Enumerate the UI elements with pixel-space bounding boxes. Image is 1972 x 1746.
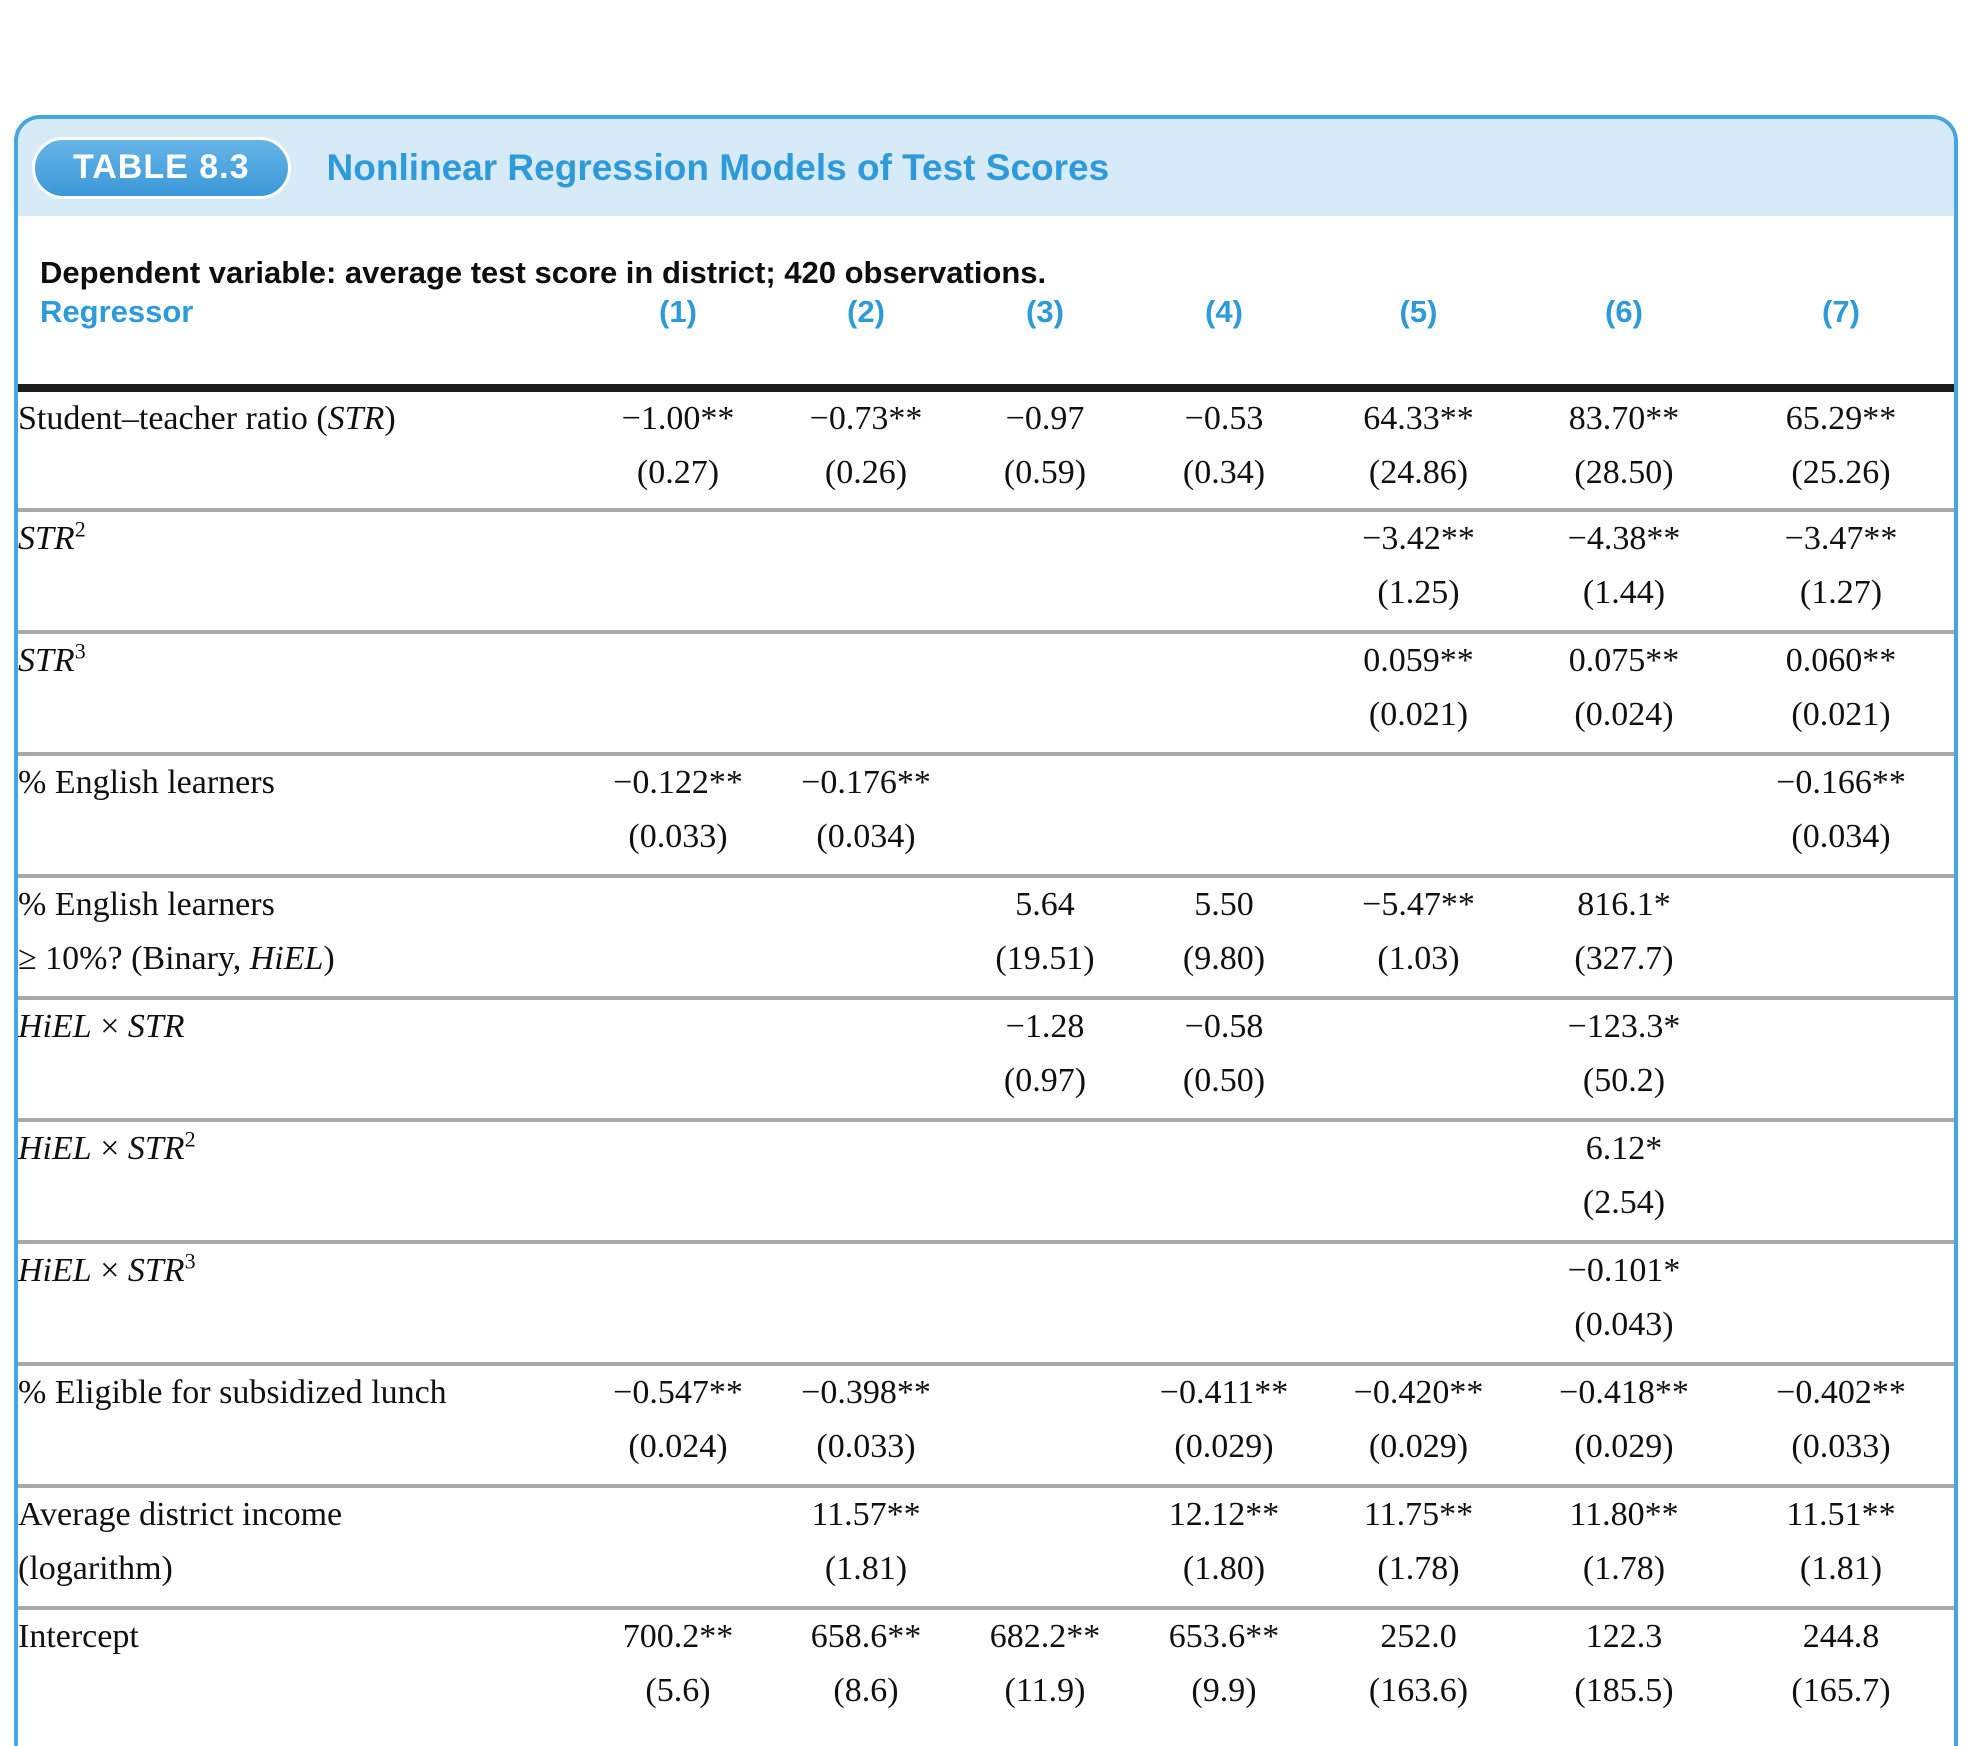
coefficient-value: −0.73** — [809, 400, 923, 437]
regressor-label — [18, 998, 583, 1120]
coefficient-cell — [959, 1242, 1131, 1364]
table-body — [18, 388, 1954, 1718]
standard-error-value: (5.6) — [645, 1672, 711, 1709]
regressor-label — [18, 876, 583, 998]
coefficient-value: −0.53 — [1184, 400, 1264, 437]
coefficient-cell — [1520, 876, 1728, 998]
coefficient-cell — [959, 998, 1131, 1120]
coefficient-value: −0.97 — [1005, 400, 1085, 437]
table-row — [18, 1486, 1954, 1608]
coefficient-value: −1.28 — [1005, 1008, 1085, 1045]
standard-error-value: (1.25) — [1377, 574, 1460, 611]
coefficient-cell — [1520, 1608, 1728, 1718]
standard-error-value: (185.5) — [1574, 1672, 1674, 1709]
standard-error-value: (9.80) — [1182, 940, 1266, 977]
regressor-label — [18, 1486, 583, 1608]
coefficient-cell — [1520, 754, 1728, 876]
coefficient-value: −0.411** — [1159, 1374, 1289, 1411]
regressor-label-line — [18, 878, 583, 932]
label-text: STR — [327, 400, 385, 437]
standard-error-value: (1.44) — [1582, 574, 1666, 611]
coefficient-value: −0.398** — [801, 1374, 931, 1411]
standard-error-value: (1.78) — [1377, 1550, 1460, 1587]
standard-error-value: (0.97) — [1003, 1062, 1087, 1099]
standard-error-value: (0.043) — [1574, 1306, 1674, 1343]
coefficient-cell — [1728, 1364, 1954, 1486]
coefficient-cell — [1131, 1486, 1317, 1608]
label-text: × — [91, 1008, 128, 1045]
label-text: % English learners — [18, 886, 275, 923]
regressor-label-line — [18, 932, 583, 986]
regressor-label-line — [18, 512, 583, 566]
coefficient-value: 0.075** — [1568, 642, 1680, 679]
regressor-label-line — [18, 1122, 583, 1176]
regressor-label — [18, 1364, 583, 1486]
table-row — [18, 388, 1954, 510]
coefficient-cell — [1728, 1242, 1954, 1364]
label-text: × — [91, 1130, 128, 1167]
coefficient-cell — [773, 1120, 959, 1242]
coefficient-cell — [1131, 998, 1317, 1120]
coefficient-cell — [1728, 1608, 1954, 1718]
label-text: HiEL — [249, 940, 324, 977]
standard-error-value: (1.80) — [1182, 1550, 1266, 1587]
standard-error-value: (50.2) — [1582, 1062, 1666, 1099]
coefficient-value: 700.2** — [622, 1618, 734, 1655]
standard-error-value: (0.26) — [824, 454, 908, 491]
table-row — [18, 1608, 1954, 1718]
standard-error-value: (11.9) — [1004, 1672, 1086, 1709]
table-row — [18, 876, 1954, 998]
label-text: 3 — [184, 1248, 196, 1274]
standard-error-value: (8.6) — [833, 1672, 899, 1709]
label-text: STR — [127, 1008, 185, 1045]
coefficient-cell — [773, 510, 959, 632]
standard-error-value: (0.034) — [1791, 818, 1891, 855]
coefficient-cell — [1131, 1242, 1317, 1364]
table-row — [18, 1120, 1954, 1242]
standard-error-value: (25.26) — [1791, 454, 1891, 491]
standard-error-value: (163.6) — [1368, 1672, 1469, 1709]
coefficient-cell — [959, 1364, 1131, 1486]
coefficient-value: 653.6** — [1168, 1618, 1280, 1655]
coefficient-cell — [773, 998, 959, 1120]
column-header-3: (3) — [959, 294, 1131, 388]
coefficient-value: 682.2** — [989, 1618, 1101, 1655]
regressor-label-line — [18, 1000, 583, 1054]
regressor-label-line — [18, 1366, 583, 1420]
table-row — [18, 1364, 1954, 1486]
standard-error-value: (0.021) — [1368, 696, 1469, 733]
regressor-label — [18, 1120, 583, 1242]
table-title: Nonlinear Regression Models of Test Scores — [326, 146, 1110, 188]
label-text: ≥ 10%? (Binary, — [18, 940, 250, 977]
coefficient-cell — [959, 1120, 1131, 1242]
coefficient-cell — [959, 754, 1131, 876]
coefficient-cell — [1317, 1608, 1520, 1718]
coefficient-cell — [1131, 632, 1317, 754]
coefficient-value: −4.38** — [1567, 520, 1681, 557]
coefficient-value: −3.42** — [1362, 520, 1475, 557]
table-card — [14, 115, 1958, 1746]
label-text: STR — [127, 1252, 185, 1289]
standard-error-value: (9.9) — [1191, 1672, 1257, 1709]
regressor-label — [18, 632, 583, 754]
column-header-row — [18, 294, 1954, 388]
coefficient-cell — [773, 1364, 959, 1486]
coefficient-cell — [1520, 1486, 1728, 1608]
table-row — [18, 510, 1954, 632]
coefficient-cell — [1131, 510, 1317, 632]
coefficient-cell — [1317, 388, 1520, 510]
coefficient-value: −5.47** — [1362, 886, 1475, 923]
coefficient-value: 11.80** — [1569, 1496, 1679, 1533]
label-text: HiEL — [18, 1252, 92, 1289]
coefficient-value: 122.3 — [1585, 1618, 1663, 1655]
coefficient-value: −0.420** — [1353, 1374, 1484, 1411]
coefficient-cell — [1520, 510, 1728, 632]
label-text: Intercept — [18, 1618, 139, 1655]
coefficient-cell — [773, 388, 959, 510]
coefficient-value: −0.58 — [1184, 1008, 1264, 1045]
coefficient-value: 11.51** — [1786, 1496, 1896, 1533]
table-row — [18, 632, 1954, 754]
coefficient-cell — [583, 1120, 773, 1242]
table-number-badge — [32, 137, 291, 199]
standard-error-value: (0.033) — [628, 818, 728, 855]
coefficient-cell — [1520, 632, 1728, 754]
coefficient-cell — [1317, 876, 1520, 998]
table-head — [18, 294, 1954, 388]
regressor-label-line — [18, 756, 583, 810]
coefficient-cell — [959, 388, 1131, 510]
label-text: 3 — [74, 638, 86, 664]
label-text: ) — [323, 940, 335, 977]
coefficient-value: 6.12* — [1585, 1130, 1663, 1167]
coefficient-cell — [1520, 1120, 1728, 1242]
coefficient-cell — [773, 1486, 959, 1608]
standard-error-value: (0.024) — [628, 1428, 728, 1465]
label-text: ) — [384, 400, 396, 437]
standard-error-value: (0.029) — [1174, 1428, 1274, 1465]
standard-error-value: (327.7) — [1574, 940, 1674, 977]
coefficient-cell — [1728, 754, 1954, 876]
standard-error-value: (1.81) — [824, 1550, 908, 1587]
coefficient-cell — [959, 876, 1131, 998]
standard-error-value: (1.78) — [1582, 1550, 1666, 1587]
coefficient-value: 5.50 — [1194, 886, 1254, 923]
regressor-label-line — [18, 1488, 583, 1542]
label-text: STR — [127, 1130, 185, 1167]
standard-error-value: (0.021) — [1791, 696, 1891, 733]
regressor-label — [18, 388, 583, 510]
coefficient-cell — [1728, 998, 1954, 1120]
coefficient-cell — [1131, 876, 1317, 998]
coefficient-value: −0.418** — [1559, 1374, 1689, 1411]
coefficient-cell — [1317, 754, 1520, 876]
coefficient-value: −123.3* — [1567, 1008, 1681, 1045]
standard-error-value: (1.03) — [1377, 940, 1460, 977]
table-number-label: TABLE 8.3 — [73, 148, 250, 186]
coefficient-value: −0.402** — [1776, 1374, 1906, 1411]
standard-error-value: (0.50) — [1182, 1062, 1266, 1099]
coefficient-value: −0.166** — [1776, 764, 1906, 801]
coefficient-value: 244.8 — [1802, 1618, 1880, 1655]
coefficient-cell — [1520, 388, 1728, 510]
standard-error-value: (28.50) — [1574, 454, 1674, 491]
regressor-label-line — [18, 392, 583, 446]
coefficient-cell — [1131, 1120, 1317, 1242]
coefficient-value: −0.547** — [613, 1374, 743, 1411]
coefficient-cell — [1728, 632, 1954, 754]
coefficient-cell — [1520, 1242, 1728, 1364]
coefficient-cell — [1317, 632, 1520, 754]
coefficient-cell — [959, 1486, 1131, 1608]
coefficient-cell — [1131, 754, 1317, 876]
coefficient-cell — [773, 1608, 959, 1718]
coefficient-cell — [1317, 1242, 1520, 1364]
column-header-1: (1) — [583, 294, 773, 388]
standard-error-value: (0.59) — [1003, 454, 1087, 491]
regressor-label-line — [18, 1244, 583, 1298]
coefficient-cell — [1728, 1120, 1954, 1242]
coefficient-cell — [1317, 1486, 1520, 1608]
label-text: 2 — [184, 1126, 196, 1152]
coefficient-cell — [1520, 1364, 1728, 1486]
coefficient-value: −3.47** — [1784, 520, 1898, 557]
table-header-band — [18, 119, 1954, 216]
coefficient-value: 658.6** — [810, 1618, 922, 1655]
coefficient-cell — [773, 754, 959, 876]
regressor-label-line — [18, 634, 583, 688]
coefficient-cell — [1317, 1120, 1520, 1242]
label-text: STR — [18, 520, 75, 557]
table-row — [18, 754, 1954, 876]
standard-error-value: (0.024) — [1574, 696, 1674, 733]
coefficient-cell — [583, 632, 773, 754]
label-text: % English learners — [18, 764, 275, 801]
coefficient-cell — [1728, 510, 1954, 632]
regressor-label — [18, 1608, 583, 1718]
coefficient-cell — [959, 510, 1131, 632]
standard-error-value: (1.27) — [1799, 574, 1883, 611]
coefficient-cell — [1131, 1608, 1317, 1718]
coefficient-cell — [773, 632, 959, 754]
coefficient-cell — [583, 510, 773, 632]
regression-table — [18, 294, 1954, 1718]
standard-error-value: (24.86) — [1368, 454, 1469, 491]
label-text: HiEL — [18, 1130, 92, 1167]
coefficient-value: 0.059** — [1363, 642, 1474, 679]
standard-error-value: (0.034) — [816, 818, 916, 855]
coefficient-cell — [773, 876, 959, 998]
regressor-label — [18, 1242, 583, 1364]
regressor-label — [18, 510, 583, 632]
column-header-5: (5) — [1317, 294, 1520, 388]
coefficient-cell — [1317, 1364, 1520, 1486]
standard-error-value: (1.81) — [1799, 1550, 1883, 1587]
coefficient-cell — [1520, 998, 1728, 1120]
label-text: STR — [18, 642, 75, 679]
coefficient-value: 64.33** — [1363, 400, 1474, 437]
standard-error-value: (2.54) — [1582, 1184, 1666, 1221]
coefficient-cell — [583, 1242, 773, 1364]
standard-error-value: (19.51) — [995, 940, 1095, 977]
coefficient-value: −1.00** — [621, 400, 735, 437]
regressor-label — [18, 754, 583, 876]
column-header-7: (7) — [1728, 294, 1954, 388]
coefficient-value: 252.0 — [1380, 1618, 1457, 1655]
standard-error-value: (0.27) — [636, 454, 720, 491]
standard-error-value: (0.029) — [1368, 1428, 1469, 1465]
standard-error-value: (0.033) — [816, 1428, 916, 1465]
coefficient-cell — [1131, 388, 1317, 510]
coefficient-cell — [1317, 510, 1520, 632]
coefficient-cell — [583, 754, 773, 876]
coefficient-value: 11.57** — [811, 1496, 921, 1533]
label-text: Student–teacher ratio ( — [18, 400, 328, 437]
label-text: Average district income — [18, 1496, 343, 1533]
regressor-label-line — [18, 1542, 583, 1596]
coefficient-value: −0.176** — [801, 764, 931, 801]
standard-error-value: (0.34) — [1182, 454, 1266, 491]
coefficient-cell — [583, 1486, 773, 1608]
coefficient-cell — [773, 1242, 959, 1364]
coefficient-cell — [1728, 876, 1954, 998]
coefficient-value: 5.64 — [1015, 886, 1075, 923]
column-header-6: (6) — [1520, 294, 1728, 388]
coefficient-cell — [583, 1608, 773, 1718]
coefficient-value: −0.101* — [1567, 1252, 1681, 1289]
standard-error-value: (0.033) — [1791, 1428, 1891, 1465]
column-header-4: (4) — [1131, 294, 1317, 388]
coefficient-cell — [583, 1364, 773, 1486]
standard-error-value: (0.029) — [1574, 1428, 1674, 1465]
coefficient-value: 816.1* — [1577, 886, 1671, 923]
label-text: % Eligible for subsidized lunch — [18, 1374, 447, 1411]
coefficient-cell — [583, 998, 773, 1120]
coefficient-value: 65.29** — [1785, 400, 1897, 437]
coefficient-cell — [959, 632, 1131, 754]
coefficient-value: 83.70** — [1568, 400, 1680, 437]
coefficient-cell — [959, 1608, 1131, 1718]
coefficient-cell — [1317, 998, 1520, 1120]
coefficient-value: 12.12** — [1168, 1496, 1280, 1533]
coefficient-value: 0.060** — [1785, 642, 1897, 679]
standard-error-value: (165.7) — [1791, 1672, 1891, 1709]
label-text: HiEL — [18, 1008, 92, 1045]
regressor-label-line — [18, 1610, 583, 1664]
coefficient-value: −0.122** — [613, 764, 743, 801]
coefficient-cell — [1728, 388, 1954, 510]
label-text: 2 — [74, 516, 86, 542]
column-header-2: (2) — [773, 294, 959, 388]
coefficient-cell — [583, 388, 773, 510]
coefficient-cell — [1728, 1486, 1954, 1608]
coefficient-value: 11.75** — [1363, 1496, 1474, 1533]
coefficient-cell — [1131, 1364, 1317, 1486]
label-text: × — [91, 1252, 128, 1289]
table-row — [18, 1242, 1954, 1364]
coefficient-cell — [583, 876, 773, 998]
label-text: (logarithm) — [18, 1550, 173, 1587]
dependent-variable-note: Dependent variable: average test score in district; 420 observations. — [40, 255, 1047, 290]
table-row — [18, 998, 1954, 1120]
column-header-regressor: Regressor — [18, 294, 583, 388]
